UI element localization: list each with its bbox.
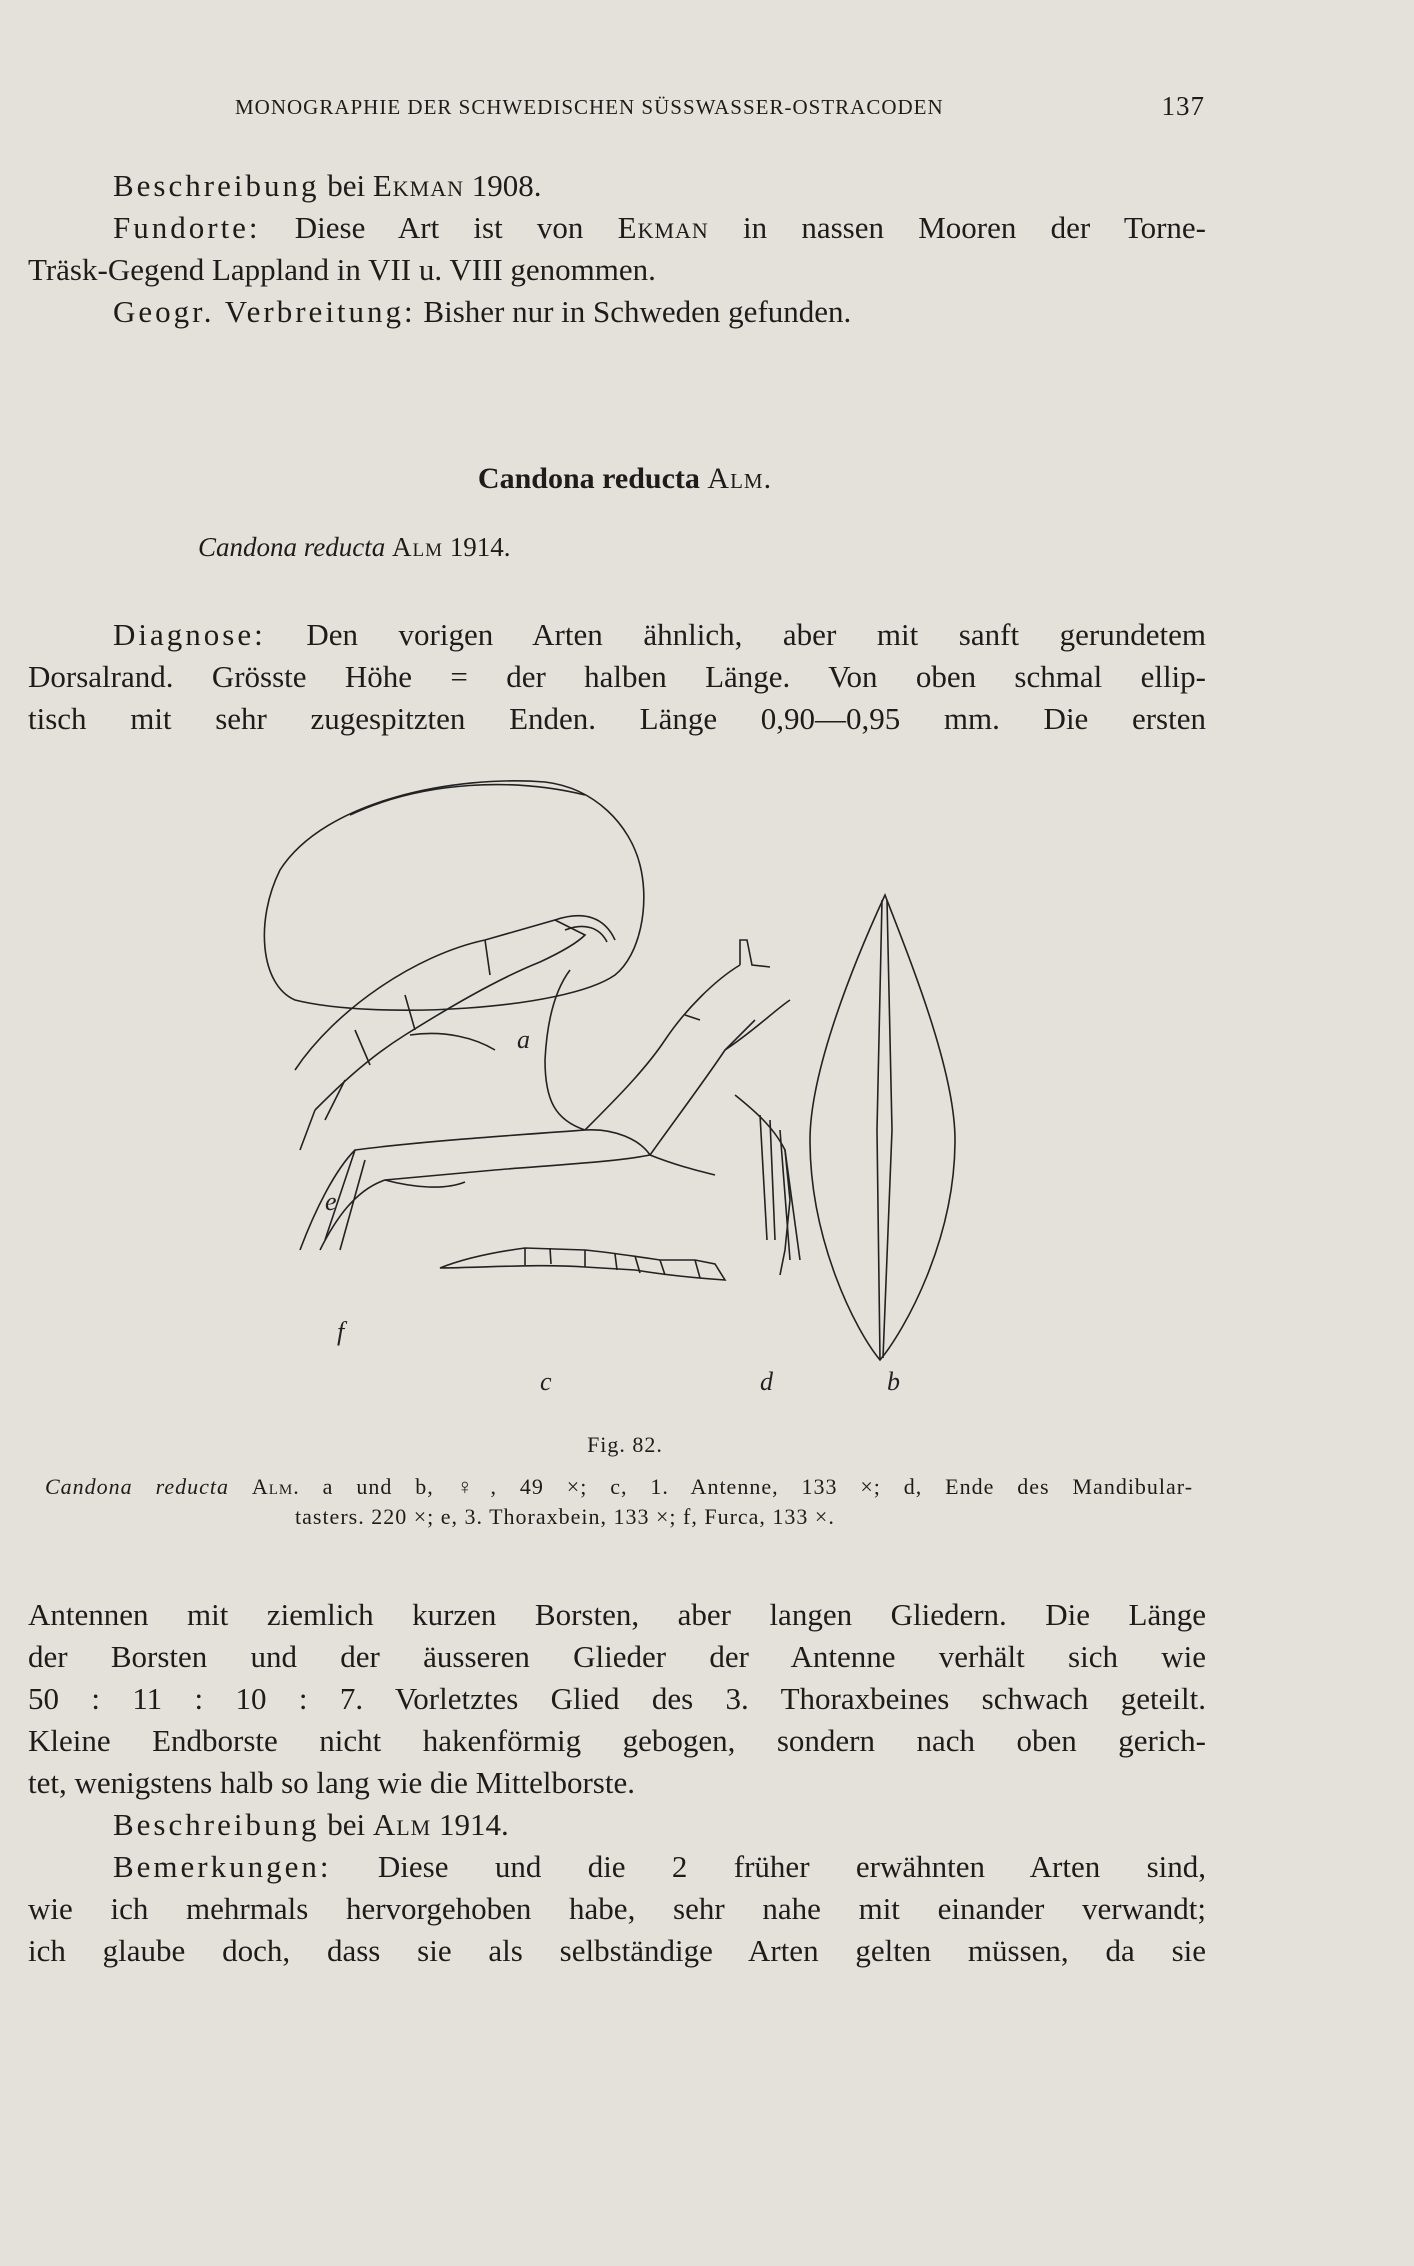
figure-caption (45, 1472, 1193, 1532)
diagnose-line-3: tisch mit sehr zugespitzten Enden. Länge 0,90—0,95 mm. Die ersten (28, 701, 1206, 736)
furca-drawing (300, 1130, 650, 1250)
species-name: Candona reducta (477, 462, 700, 495)
figure-label-c: c (540, 1367, 552, 1396)
body-line-2: der Borsten und der äusseren Glieder der Antenne verhält sich wie (28, 1639, 1206, 1674)
shell-dorsal-drawing (810, 895, 955, 1360)
species-author: Alm. (707, 462, 773, 495)
shell-lateral-drawing (264, 781, 643, 1010)
beschreibung-line: Beschreibung bei Ekman 1908. (113, 168, 542, 203)
figure-label-b: b (887, 1367, 900, 1396)
thorax-leg-drawing (295, 920, 585, 1110)
diagnose-line-2: Dorsalrand. Grösste Höhe = der halben Länge. Von oben schmal ellip- (28, 659, 1206, 694)
figure-label-a: a (517, 1025, 530, 1054)
diagnose-line-1: Diagnose: Den vorigen Arten ähnlich, aber mit sanft gerundetem (113, 617, 1206, 652)
figure-82 (255, 770, 1015, 1420)
bemerkungen-line-2: wie ich mehrmals hervorgehoben habe, sehr nahe mit einander verwandt; (28, 1891, 1206, 1926)
body-line-3: 50 : 11 : 10 : 7. Vorletztes Glied des 3. Thoraxbeines schwach geteilt. (28, 1681, 1206, 1716)
body-paragraph (28, 1594, 1206, 1972)
synonym-line (198, 532, 510, 563)
running-header (30, 91, 1205, 125)
caption-line-2: tasters. 220 ×; e, 3. Thoraxbein, 133 ×; f, Furca, 133 ×. (295, 1504, 835, 1529)
synonym-author: Alm (391, 532, 443, 562)
fundorte-line: Fundorte: Diese Art ist von Ekman in nassen Mooren der Torne- (113, 210, 1206, 245)
running-title: MONOGRAPHIE DER SCHWEDISCHEN SÜSSWASSER-OSTRACODEN (235, 95, 944, 119)
synonym-year: 1914. (449, 532, 511, 562)
species-heading (0, 462, 1250, 496)
bemerkungen-line-3: ich glaube doch, dass sie als selbständige Arten gelten müssen, da sie (28, 1933, 1206, 1968)
figure-label-d: d (760, 1367, 773, 1396)
body-line-5: tet, wenigstens halb so lang wie die Mittelborste. (28, 1765, 635, 1800)
figure-label-f: f (337, 1317, 345, 1346)
body-line-4: Kleine Endborste nicht hakenförmig gebogen, sondern nach oben gerich- (28, 1723, 1206, 1758)
page-number: 137 (1161, 91, 1205, 121)
figure-number: Fig. 82. (587, 1432, 663, 1457)
antenna-drawing (440, 1248, 725, 1280)
figure-label-e: e (325, 1187, 337, 1216)
body-line-1: Antennen mit ziemlich kurzen Borsten, aber langen Gliedern. Die Länge (28, 1597, 1206, 1632)
caption-line-1: Candona reducta Alm. a und b, ♀, 49 ×; c, 1. Antenne, 133 ×; d, Ende des Mandibular- (45, 1474, 1194, 1499)
diagnose-paragraph (28, 614, 1206, 740)
beschreibung-alm-line: Beschreibung bei Alm 1914. (113, 1807, 509, 1842)
bemerkungen-line-1: Bemerkungen: Diese und die 2 früher erwähnten Arten sind, (113, 1849, 1207, 1884)
synonym-name: Candona reducta (198, 532, 386, 562)
mandibular-palp-drawing (735, 1095, 790, 1275)
verbreitung-line: Geogr. Verbreitung: Bisher nur in Schweden gefunden. (113, 294, 852, 329)
fundorte-line-2: Träsk-Gegend Lappland in VII u. VIII genommen. (28, 252, 656, 287)
top-paragraph (28, 165, 1206, 333)
